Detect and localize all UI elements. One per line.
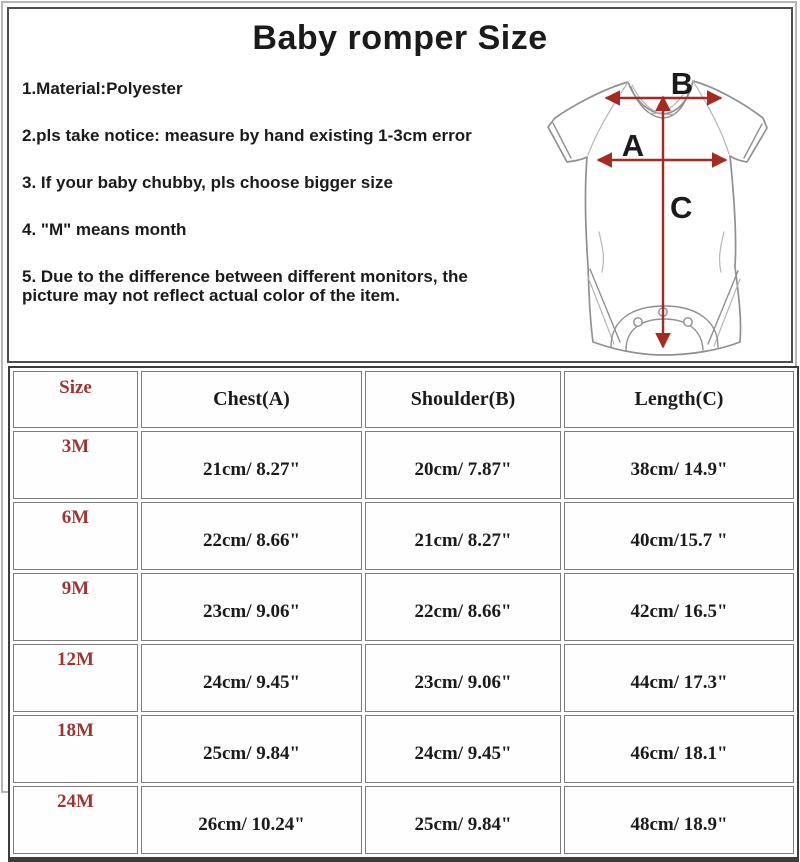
- shoulder-cell: 22cm/ 8.66": [365, 573, 561, 641]
- size-cell: 6M: [13, 502, 138, 570]
- column-header-length: Length(C): [564, 371, 794, 428]
- chest-cell: 23cm/ 9.06": [141, 573, 362, 641]
- label-length-C: C: [670, 190, 693, 225]
- size-cell: 9M: [13, 573, 138, 641]
- shoulder-cell: 20cm/ 7.87": [365, 431, 561, 499]
- length-cell: 48cm/ 18.9": [564, 786, 794, 854]
- size-cell: 18M: [13, 715, 138, 783]
- table-row: [13, 573, 794, 641]
- shoulder-cell: 23cm/ 9.06": [365, 644, 561, 712]
- label-chest-A: A: [621, 128, 645, 163]
- length-cell: 38cm/ 14.9": [564, 431, 794, 499]
- table-row: [13, 431, 794, 499]
- chest-cell: 22cm/ 8.66": [141, 502, 362, 570]
- size-table: [8, 366, 799, 862]
- chest-cell: 25cm/ 9.84": [141, 715, 362, 783]
- note-item-1: 1.Material:Polyester: [22, 79, 183, 98]
- size-cell: 12M: [13, 644, 138, 712]
- length-cell: 46cm/ 18.1": [564, 715, 794, 783]
- shoulder-cell: 24cm/ 9.45": [365, 715, 561, 783]
- length-cell: 44cm/ 17.3": [564, 644, 794, 712]
- size-cell: 24M: [13, 786, 138, 854]
- romper-outline: [548, 81, 767, 355]
- note-item-2: 2.pls take notice: measure by hand existing 1-3cm error: [22, 126, 472, 146]
- table-header-row: [13, 371, 794, 428]
- note-item-4: 4. "M" means month: [22, 220, 187, 240]
- romper-measurement-diagram: [498, 60, 794, 360]
- shoulder-cell: 25cm/ 9.84": [365, 786, 561, 854]
- chest-cell: 21cm/ 8.27": [141, 431, 362, 499]
- length-cell: 40cm/15.7 ": [564, 502, 794, 570]
- length-cell: 42cm/ 16.5": [564, 573, 794, 641]
- notes-list: [22, 79, 527, 333]
- size-cell: 3M: [13, 431, 138, 499]
- column-header-chest: Chest(A): [141, 371, 362, 428]
- chest-cell: 24cm/ 9.45": [141, 644, 362, 712]
- table-row: [13, 715, 794, 783]
- table-row: [13, 502, 794, 570]
- page-title: Baby romper Size: [252, 19, 548, 57]
- note-item-3: 3. If your baby chubby, pls choose bigger size: [22, 173, 393, 193]
- note-item-5: 5. Due to the difference between different monitors, the picture may not reflect actual color of the item.: [22, 267, 468, 306]
- label-shoulder-B: B: [670, 66, 694, 101]
- chest-cell: 26cm/ 10.24": [141, 786, 362, 854]
- column-header-size: Size: [13, 371, 138, 428]
- shoulder-cell: 21cm/ 8.27": [365, 502, 561, 570]
- table-row: [13, 644, 794, 712]
- column-header-shoulder: Shoulder(B): [365, 371, 561, 428]
- table-row: [13, 786, 794, 854]
